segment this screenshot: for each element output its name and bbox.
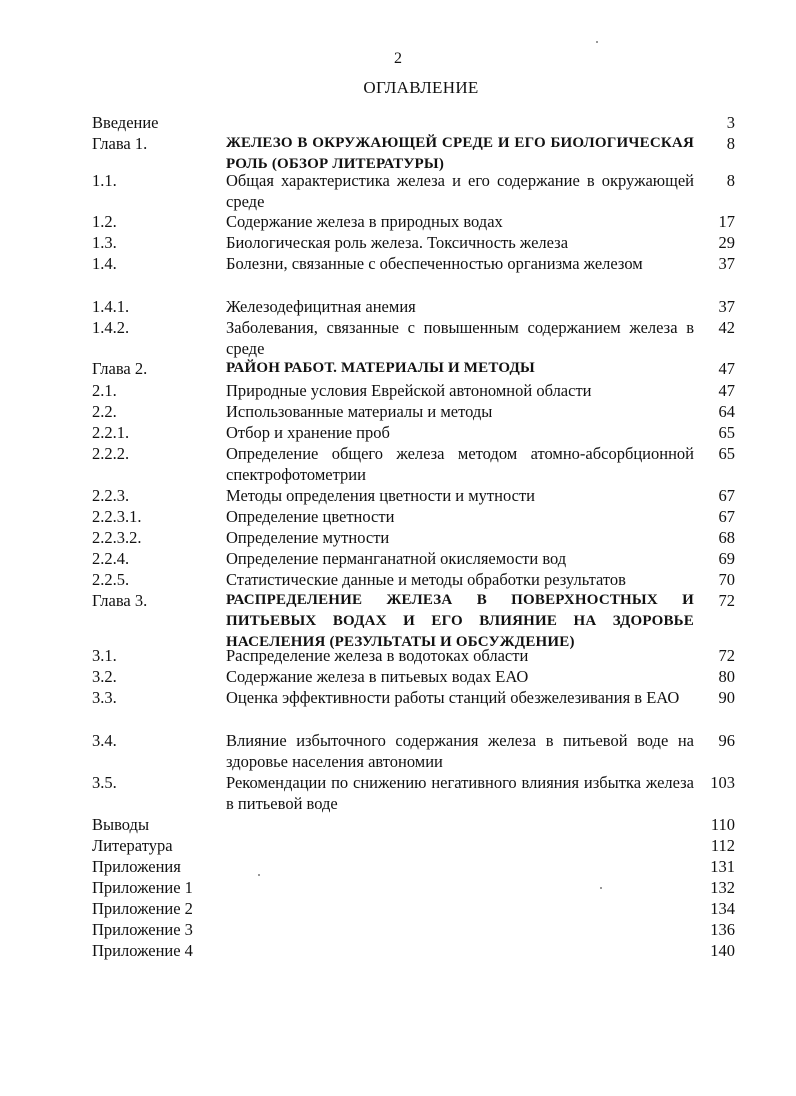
scan-speck <box>600 887 602 889</box>
entry-title: Методы определения цветности и мутности <box>226 486 535 505</box>
entry-title: Природные условия Еврейской автономной области <box>226 381 592 400</box>
entry-label: Приложение 1 <box>92 878 193 897</box>
entry-number: 1.3. <box>92 233 117 252</box>
scan-speck <box>596 41 598 43</box>
entry-number: 2.2.1. <box>92 423 130 442</box>
entry-number: 1.2. <box>92 212 117 231</box>
entry-title: Влияние избыточного содержания железа в питьевой воде на здоровье населения автономии <box>226 731 694 771</box>
entry-number: 1.4.2. <box>92 318 130 337</box>
entry-label: Приложение 3 <box>92 920 193 939</box>
entry-page: 64 <box>718 402 735 421</box>
entry-number: Глава 3. <box>92 591 148 610</box>
entry-title: Оценка эффективности работы станций обезжелезивания в ЕАО <box>226 688 680 707</box>
entry-title: Определение перманганатной окисляемости вод <box>226 549 567 568</box>
entry-number: 3.1. <box>92 646 117 665</box>
toc-title: ОГЛАВЛЕНИЕ <box>363 78 479 97</box>
entry-label: Приложения <box>92 857 181 876</box>
entry-page: 65 <box>718 423 735 442</box>
entry-page: 140 <box>710 941 735 960</box>
entry-page: 47 <box>718 359 735 378</box>
entry-title: Определение общего железа методом атомно-абсорбционной спектрофотометрии <box>226 444 694 484</box>
entry-title: Болезни, связанные с обеспеченностью организма железом <box>226 254 643 273</box>
entry-number: 2.2.5. <box>92 570 130 589</box>
entry-number: 1.1. <box>92 171 117 190</box>
entry-page: 37 <box>718 297 735 316</box>
entry-title: РАЙОН РАБОТ. МАТЕРИАЛЫ И МЕТОДЫ <box>226 360 535 376</box>
entry-page: 8 <box>726 134 735 153</box>
entry-title: Отбор и хранение проб <box>226 423 390 442</box>
entry-label: Выводы <box>92 815 150 834</box>
scan-speck <box>258 874 260 876</box>
entry-title: Содержание железа в питьевых водах ЕАО <box>226 667 529 686</box>
entry-number: 2.2.3. <box>92 486 130 505</box>
entry-title: ЖЕЛЕЗО В ОКРУЖАЮЩЕЙ СРЕДЕ И ЕГО БИОЛОГИЧЕСКАЯ РОЛЬ (ОБЗОР ЛИТЕРАТУРЫ) <box>226 135 694 172</box>
entry-page: 90 <box>718 688 735 707</box>
entry-page: 96 <box>718 731 735 750</box>
entry-page: 17 <box>718 212 735 231</box>
entry-number: 1.4.1. <box>92 297 130 316</box>
entry-page: 80 <box>718 667 735 686</box>
entry-number: Глава 1. <box>92 134 148 153</box>
entry-number: 1.4. <box>92 254 117 273</box>
entry-title: Определение мутности <box>226 528 390 547</box>
entry-page: 67 <box>718 486 735 505</box>
entry-page: 110 <box>710 815 735 834</box>
entry-title: Железодефицитная анемия <box>226 297 416 316</box>
entry-page: 42 <box>718 318 735 337</box>
entry-label: Приложение 4 <box>92 941 193 960</box>
entry-page: 134 <box>710 899 735 918</box>
entry-title: Общая характеристика железа и его содержание в окружающей среде <box>226 171 694 211</box>
entry-page: 47 <box>718 381 735 400</box>
entry-number: 3.3. <box>92 688 117 707</box>
entry-label: Приложение 2 <box>92 899 193 918</box>
entry-page: 70 <box>718 570 735 589</box>
entry-page: 8 <box>726 171 735 190</box>
entry-page: 69 <box>718 549 735 568</box>
entry-label: Введение <box>92 113 159 132</box>
entry-page: 29 <box>718 233 735 252</box>
entry-title: Определение цветности <box>226 507 395 526</box>
entry-number: 2.2.2. <box>92 444 130 463</box>
entry-number: 3.4. <box>92 731 117 750</box>
entry-page: 72 <box>718 646 735 665</box>
entry-title: Рекомендации по снижению негативного влияния избытка железа в питьевой воде <box>226 773 694 813</box>
entry-title: РАСПРЕДЕЛЕНИЕ ЖЕЛЕЗА В ПОВЕРХНОСТНЫХ И ПИТЬЕВЫХ ВОДАХ И ЕГО ВЛИЯНИЕ НА ЗДОРОВЬЕ НАСЕЛЕНИЯ (РЕЗУЛЬТАТЫ И ОБСУЖДЕНИЕ) <box>226 592 694 650</box>
entry-title: Распределение железа в водотоках области <box>226 646 529 665</box>
entry-number: 3.5. <box>92 773 117 792</box>
entry-number: 2.2.4. <box>92 549 130 568</box>
entry-title: Статистические данные и методы обработки результатов <box>226 570 626 589</box>
entry-page: 112 <box>710 836 735 855</box>
entry-title: Биологическая роль железа. Токсичность железа <box>226 233 569 252</box>
entry-page: 65 <box>718 444 735 463</box>
entry-page: 72 <box>718 591 735 610</box>
entry-page: 131 <box>710 857 735 876</box>
entry-page: 3 <box>726 113 735 132</box>
entry-label: Литература <box>92 836 173 855</box>
entry-page: 103 <box>710 773 735 792</box>
entry-number: 3.2. <box>92 667 117 686</box>
entry-number: 2.2.3.1. <box>92 507 142 526</box>
entry-number: 2.2.3.2. <box>92 528 142 547</box>
entry-number: 2.2. <box>92 402 117 421</box>
entry-page: 136 <box>710 920 735 939</box>
page-number: 2 <box>394 50 402 67</box>
entry-title: Использованные материалы и методы <box>226 402 493 421</box>
entry-title: Заболевания, связанные с повышенным содержанием железа в среде <box>226 318 694 358</box>
entry-page: 37 <box>718 254 735 273</box>
entry-page: 132 <box>710 878 735 897</box>
entry-page: 67 <box>718 507 735 526</box>
entry-page: 68 <box>718 528 735 547</box>
entry-number: Глава 2. <box>92 359 148 378</box>
entry-number: 2.1. <box>92 381 117 400</box>
entry-title: Содержание железа в природных водах <box>226 212 503 231</box>
